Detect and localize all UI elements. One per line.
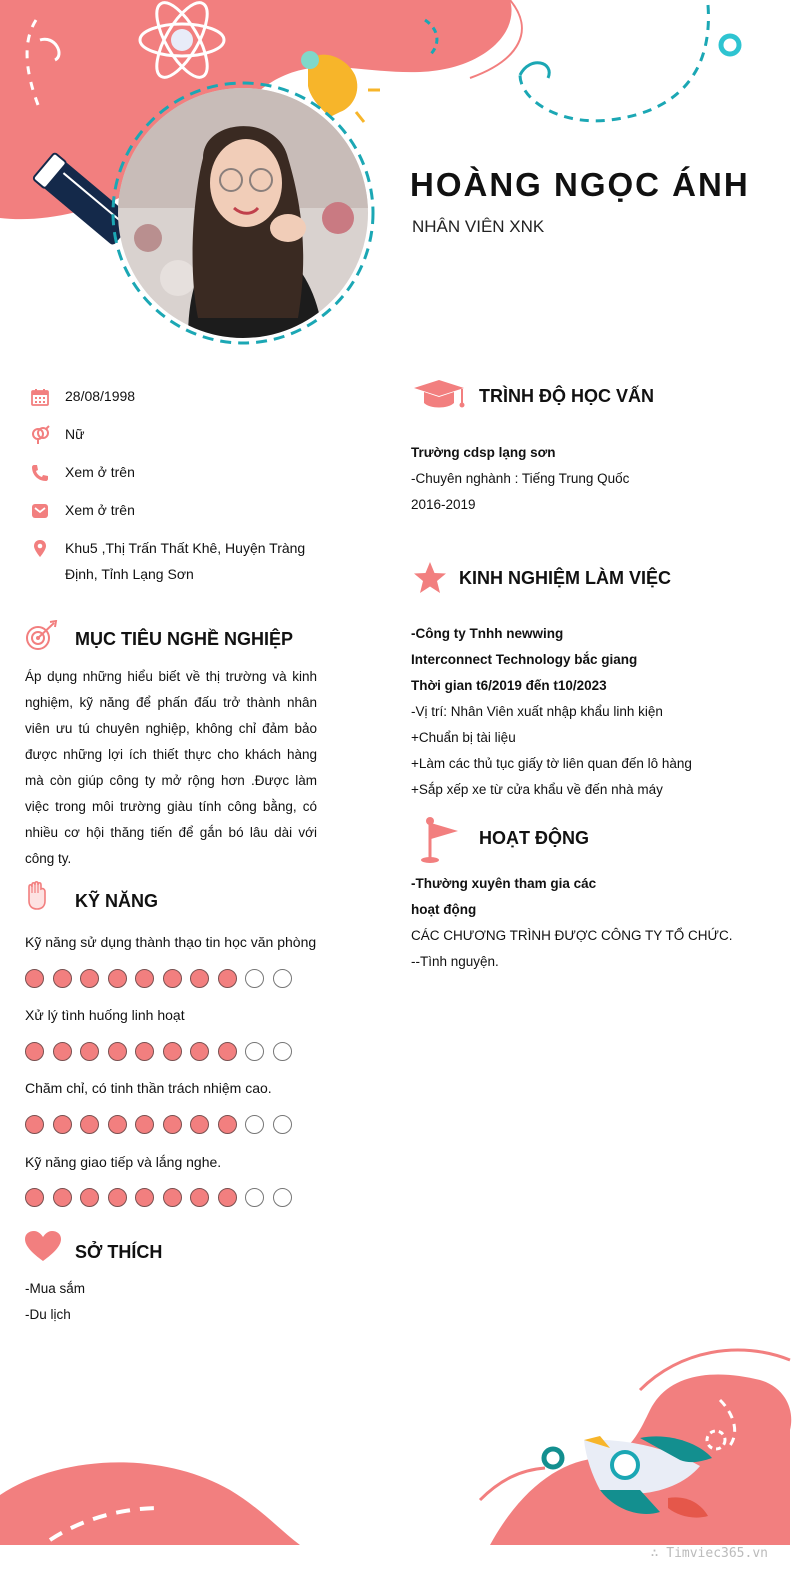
objective-line: viên ưu tú chuyên nghiệp, không chỉ đảm bảo xyxy=(25,721,317,736)
footer-decoration xyxy=(0,1340,800,1575)
rating-dot-filled xyxy=(190,969,209,988)
rating-dot-filled xyxy=(135,969,154,988)
profile-photo xyxy=(118,88,368,338)
objective-title: MỤC TIÊU NGHỀ NGHIỆP xyxy=(75,629,294,649)
objective-line: công ty. xyxy=(25,851,72,866)
info-phone xyxy=(30,463,135,485)
gender-text: Nữ xyxy=(65,426,85,442)
rating-dot-filled xyxy=(108,1115,127,1134)
info-birthday xyxy=(30,387,135,409)
experience-line: +Chuẩn bị tài liệu xyxy=(411,730,516,745)
activities-details xyxy=(411,871,733,975)
candidate-title: NHÂN VIÊN XNK xyxy=(412,217,545,236)
experience-period: Thời gian t6/2019 đến t10/2023 xyxy=(411,678,607,693)
objective-line: được những lợi ích thiết thực cho khách hàng xyxy=(25,747,317,762)
rating-dot-empty xyxy=(273,1115,292,1134)
candidate-name: HOÀNG NGỌC ÁNH xyxy=(410,166,750,203)
rating-dot-filled xyxy=(53,969,72,988)
objective-line: nghiệm, kỹ năng để phấn đấu trở thành nhân xyxy=(25,695,317,710)
rating-dot-filled xyxy=(53,1188,72,1207)
experience-title: KINH NGHIỆM LÀM VIỆC xyxy=(459,568,672,588)
gender-icon xyxy=(30,425,50,445)
experience-line: +Làm các thủ tục giấy tờ liên quan đến lô hàng xyxy=(411,756,692,771)
address-text xyxy=(65,535,305,587)
rating-dot-filled xyxy=(190,1042,209,1061)
objective-line: nhiều cơ hội thăng tiến để gắn bó lâu dài với xyxy=(25,825,317,840)
rating-dot-filled xyxy=(53,1115,72,1134)
phone-icon xyxy=(30,463,50,483)
rating-dot-filled xyxy=(25,1115,44,1134)
rating-dot-filled xyxy=(218,1115,237,1134)
activity-line: -Thường xuyên tham gia các xyxy=(411,876,597,891)
education-title: TRÌNH ĐỘ HỌC VẤN xyxy=(479,386,654,406)
skill-rating xyxy=(25,969,292,988)
rating-dot-filled xyxy=(25,969,44,988)
watermark: ∴ Timviec365.vn xyxy=(650,1546,768,1561)
info-address xyxy=(30,539,305,587)
rating-dot-filled xyxy=(80,1042,99,1061)
objective-line: việc trong môi trường giàu tính công bằng, có xyxy=(25,799,317,814)
experience-company: -Công ty Tnhh newwing xyxy=(411,626,564,641)
fist-icon xyxy=(25,879,49,911)
rating-dot-empty xyxy=(245,969,264,988)
rating-dot-filled xyxy=(53,1042,72,1061)
rating-dot-empty xyxy=(245,1042,264,1061)
rating-dot-filled xyxy=(80,1188,99,1207)
rating-dot-empty xyxy=(245,1115,264,1134)
rating-dot-filled xyxy=(25,1188,44,1207)
heart-icon xyxy=(24,1230,62,1262)
address-line-1: Khu5 ,Thị Trấn Thất Khê, Huyện Tràng xyxy=(65,540,306,556)
rating-dot-filled xyxy=(135,1042,154,1061)
objective-text xyxy=(25,664,317,872)
hobby-item: -Mua sắm xyxy=(25,1281,86,1296)
hobby-item: -Du lịch xyxy=(25,1307,71,1322)
phone-text: Xem ở trên xyxy=(65,464,135,480)
rating-dot-empty xyxy=(273,1188,292,1207)
info-email xyxy=(30,501,135,523)
activity-line: CÁC CHƯƠNG TRÌNH ĐƯỢC CÔNG TY TỔ CHỨC. xyxy=(411,928,733,943)
education-details xyxy=(411,440,629,518)
experience-details xyxy=(411,621,692,803)
experience-company: Interconnect Technology bắc giang xyxy=(411,652,638,667)
experience-line: -Vị trí: Nhân Viên xuất nhập khẩu linh kiện xyxy=(411,704,663,719)
email-icon xyxy=(30,501,50,521)
education-years: 2016-2019 xyxy=(411,497,476,512)
rating-dot-filled xyxy=(218,1042,237,1061)
activities-title: HOẠT ĐỘNG xyxy=(479,828,589,848)
graduation-cap-icon xyxy=(412,378,466,412)
location-icon xyxy=(30,539,50,559)
target-icon xyxy=(24,620,58,652)
objective-line: mà còn giúp công ty mở rộng hơn .Được làm xyxy=(25,773,317,788)
rating-dot-filled xyxy=(218,1188,237,1207)
skill-label: Kỹ năng giao tiếp và lắng nghe. xyxy=(25,1154,222,1170)
rating-dot-filled xyxy=(108,1188,127,1207)
rating-dot-empty xyxy=(245,1188,264,1207)
skill-rating xyxy=(25,1188,292,1207)
email-text: Xem ở trên xyxy=(65,502,135,518)
rating-dot-filled xyxy=(108,1042,127,1061)
rating-dot-filled xyxy=(190,1188,209,1207)
rating-dot-filled xyxy=(80,1115,99,1134)
objective-line: Áp dụng những hiểu biết về thị trường và kinh xyxy=(25,669,317,684)
rating-dot-filled xyxy=(80,969,99,988)
hobbies-list xyxy=(25,1276,85,1328)
rating-dot-filled xyxy=(163,1188,182,1207)
skill-rating xyxy=(25,1042,292,1061)
rating-dot-filled xyxy=(135,1188,154,1207)
activity-line: hoạt động xyxy=(411,902,477,917)
address-line-2: Định, Tỉnh Lạng Sơn xyxy=(65,566,194,582)
rating-dot-filled xyxy=(190,1115,209,1134)
rating-dot-filled xyxy=(135,1115,154,1134)
rating-dot-filled xyxy=(163,1042,182,1061)
rating-dot-empty xyxy=(273,969,292,988)
flag-icon xyxy=(418,815,462,865)
skills-title: KỸ NĂNG xyxy=(75,891,159,911)
calendar-icon xyxy=(30,387,50,407)
skill-rating xyxy=(25,1115,292,1134)
rating-dot-filled xyxy=(218,969,237,988)
star-icon xyxy=(412,560,448,596)
education-school: Trường cdsp lạng sơn xyxy=(411,445,556,460)
rating-dot-filled xyxy=(163,969,182,988)
hobbies-title: SỞ THÍCH xyxy=(75,1242,163,1262)
skill-label: Kỹ năng sử dụng thành thạo tin học văn phòng xyxy=(25,934,317,950)
rating-dot-filled xyxy=(25,1042,44,1061)
info-gender xyxy=(30,425,84,447)
birthday-text: 28/08/1998 xyxy=(65,388,136,404)
skill-label: Xử lý tình huống linh hoạt xyxy=(25,1007,185,1023)
experience-line: +Sắp xếp xe từ cửa khẩu về đến nhà máy xyxy=(411,782,663,797)
activity-line: --Tình nguyện. xyxy=(411,954,499,969)
education-major: -Chuyên nghành : Tiếng Trung Quốc xyxy=(411,471,630,486)
skill-label: Chăm chỉ, có tinh thần trách nhiệm cao. xyxy=(25,1080,272,1096)
rating-dot-filled xyxy=(108,969,127,988)
rating-dot-empty xyxy=(273,1042,292,1061)
rating-dot-filled xyxy=(163,1115,182,1134)
